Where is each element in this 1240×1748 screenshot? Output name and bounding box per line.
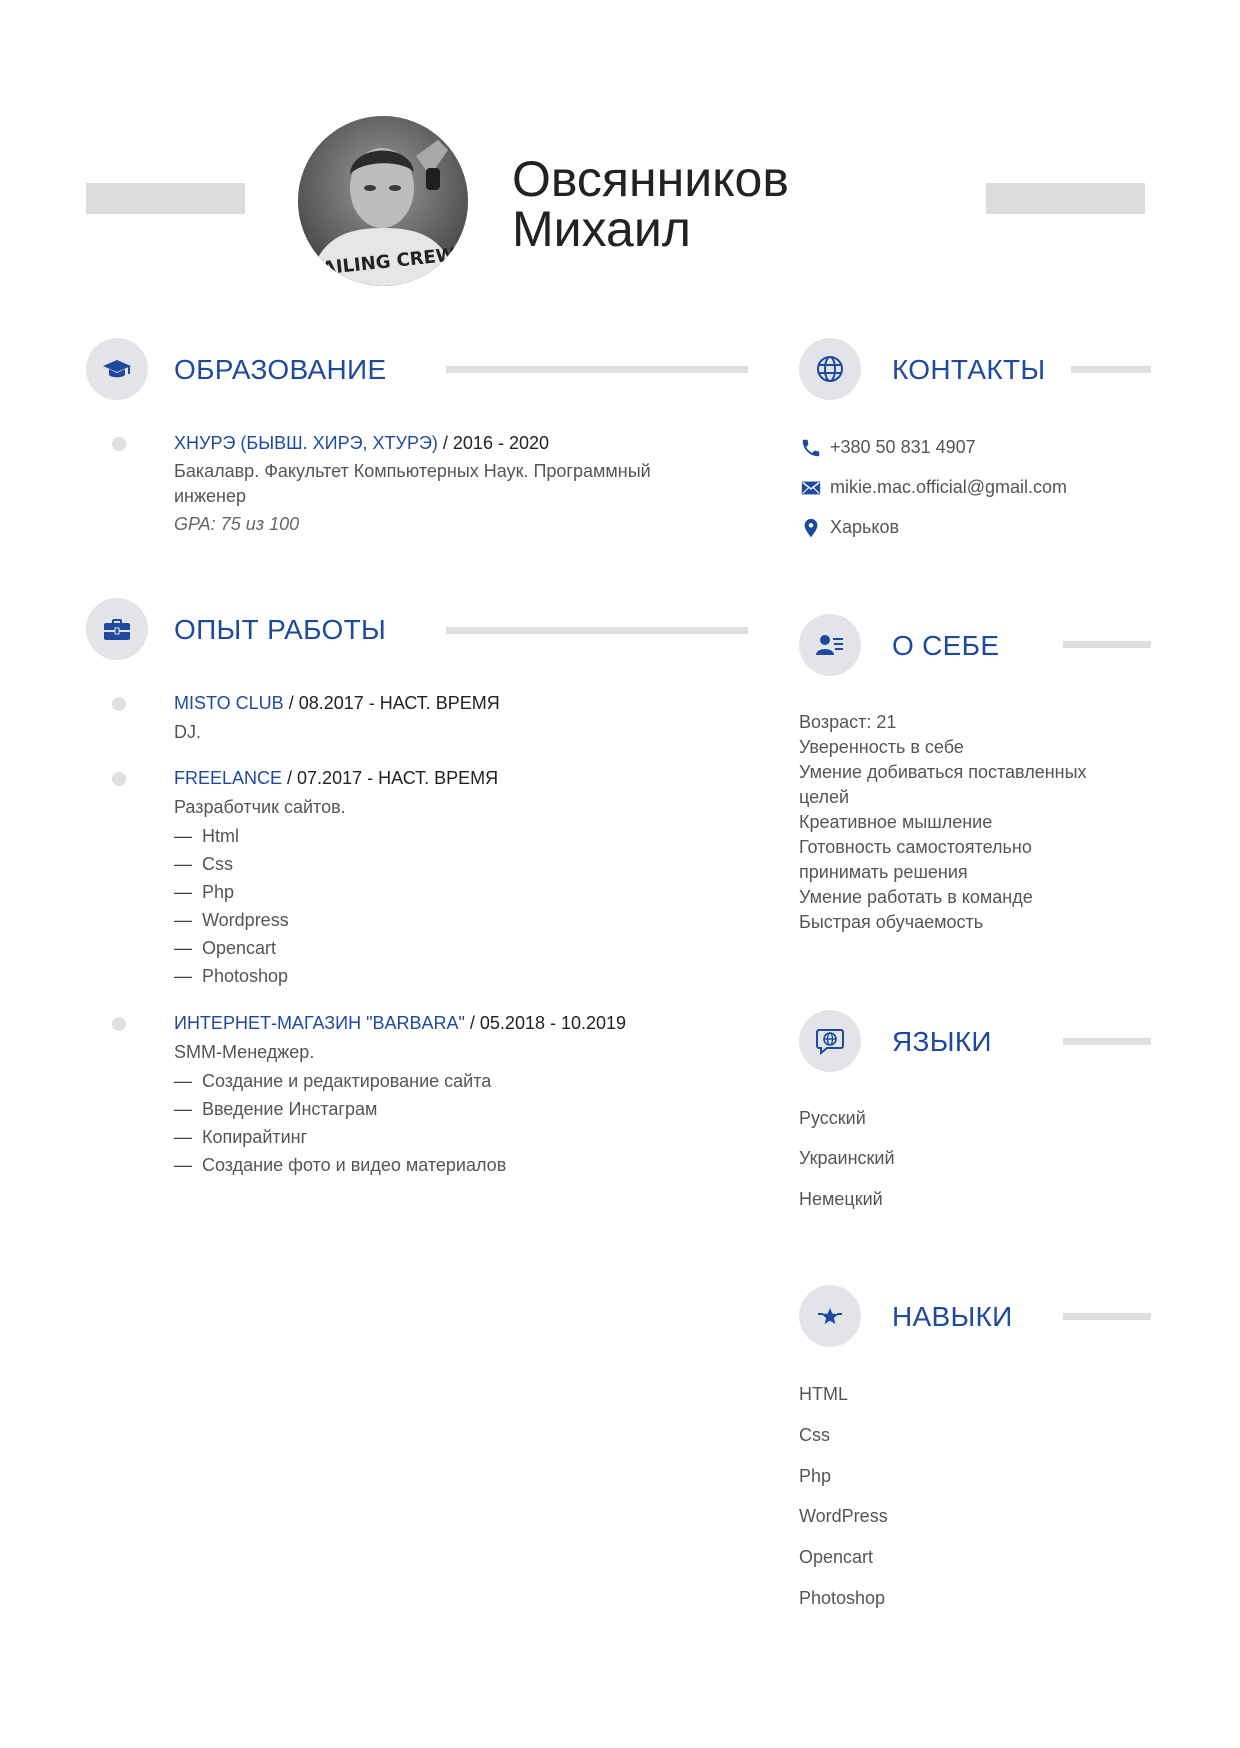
education-org: ХНУРЭ (БЫВШ. ХИРЭ, ХТУРЭ) xyxy=(174,433,438,453)
education-gpa: GPA: 75 из 100 xyxy=(174,514,300,534)
list-item: — Php xyxy=(174,882,235,902)
about-line: Умение добиваться поставленных xyxy=(799,762,1087,782)
about-line: Возраст: 21 xyxy=(799,712,897,732)
language-item: Русский xyxy=(799,1108,866,1128)
experience-org: ИНТЕРНЕТ-МАГАЗИН "BARBARA" xyxy=(174,1013,465,1033)
education-entry-dot xyxy=(112,437,126,451)
briefcase-icon xyxy=(101,613,133,645)
envelope-icon xyxy=(800,477,822,499)
profile-photo xyxy=(298,116,468,286)
skill-item: Opencart xyxy=(799,1547,874,1567)
experience-entry-header xyxy=(174,767,498,789)
experience-icon-badge xyxy=(86,598,148,660)
skill-item: Photoshop xyxy=(799,1588,886,1608)
education-details xyxy=(174,459,734,537)
skill-item: HTML xyxy=(799,1384,848,1404)
contacts-title: КОНТАКТЫ xyxy=(892,354,1046,385)
experience-role: Разработчик сайтов. xyxy=(174,797,346,817)
list-item: — Css xyxy=(174,854,233,874)
about-line: Креативное мышление xyxy=(799,812,993,832)
graduation-cap-icon xyxy=(101,353,133,385)
language-item: Украинский xyxy=(799,1148,895,1168)
experience-org: FREELANCE xyxy=(174,768,283,788)
language-item: Немецкий xyxy=(799,1189,883,1209)
list-item: — Html xyxy=(174,826,239,846)
list-item: — Введение Инстаграм xyxy=(174,1099,378,1119)
experience-period: / 05.2018 - 10.2019 xyxy=(464,1013,627,1033)
phone-icon xyxy=(800,437,822,459)
about-line: принимать решения xyxy=(799,862,968,882)
languages-icon-badge xyxy=(799,1010,861,1072)
experience-role: DJ. xyxy=(174,722,201,742)
list-item: — Создание фото и видео материалов xyxy=(174,1155,507,1175)
about-text xyxy=(799,710,1159,935)
about-divider xyxy=(1063,641,1151,648)
phone-text: +380 50 831 4907 xyxy=(830,437,976,457)
about-line: Готовность самостоятельно xyxy=(799,837,1032,857)
experience-org: MISTO CLUB xyxy=(174,693,284,713)
list-item: — Wordpress xyxy=(174,910,289,930)
email-text: mikie.mac.official@gmail.com xyxy=(830,477,1067,497)
photo-shirt-text: SAILING CREW xyxy=(308,244,457,281)
page-title xyxy=(512,151,789,257)
skills-icon-badge xyxy=(799,1285,861,1347)
header-decor-left xyxy=(86,183,245,214)
skill-item: Php xyxy=(799,1466,832,1486)
experience-entry-header xyxy=(174,692,500,714)
person-card-icon xyxy=(814,629,846,661)
about-line: Уверенность в себе xyxy=(799,737,964,757)
name-line-2: Михаил xyxy=(512,201,691,257)
list-item: — Photoshop xyxy=(174,966,289,986)
education-degree-line-1: Бакалавр. Факультет Компьютерных Наук. Программный xyxy=(174,461,651,481)
education-entry-header xyxy=(174,432,549,454)
education-icon-badge xyxy=(86,338,148,400)
name-line-1: Овсянников xyxy=(512,151,789,207)
skills-divider xyxy=(1063,1313,1151,1320)
experience-entry-dot xyxy=(112,1017,126,1031)
contacts-divider xyxy=(1071,366,1151,373)
education-divider xyxy=(446,366,748,373)
header-decor-right xyxy=(986,183,1145,214)
about-line: целей xyxy=(799,787,850,807)
skill-item: Css xyxy=(799,1425,830,1445)
star-icon xyxy=(814,1300,846,1332)
experience-entry-dot xyxy=(112,697,126,711)
chat-bubble-icon xyxy=(814,1025,846,1057)
experience-entry-dot xyxy=(112,772,126,786)
about-icon-badge xyxy=(799,614,861,676)
city-text: Харьков xyxy=(830,517,900,537)
about-title: О СЕБЕ xyxy=(892,630,1000,661)
experience-title: ОПЫТ РАБОТЫ xyxy=(174,614,387,645)
list-item: — Копирайтинг xyxy=(174,1127,308,1147)
experience-entry-header xyxy=(174,1012,626,1034)
map-pin-icon xyxy=(800,517,822,539)
education-degree-line-2: инженер xyxy=(174,486,247,506)
education-period: / 2016 - 2020 xyxy=(437,433,549,453)
list-item: — Создание и редактирование сайта xyxy=(174,1071,492,1091)
about-line: Умение работать в команде xyxy=(799,887,1033,907)
globe-icon xyxy=(814,353,846,385)
avatar xyxy=(298,116,468,286)
contacts-icon-badge xyxy=(799,338,861,400)
languages-divider xyxy=(1063,1038,1151,1045)
about-line: Быстрая обучаемость xyxy=(799,912,984,932)
experience-period: / 07.2017 - НАСТ. ВРЕМЯ xyxy=(282,768,499,788)
experience-divider xyxy=(446,627,748,634)
skills-title: НАВЫКИ xyxy=(892,1301,1013,1332)
skill-item: WordPress xyxy=(799,1506,888,1526)
list-item: — Opencart xyxy=(174,938,277,958)
experience-period: / 08.2017 - НАСТ. ВРЕМЯ xyxy=(283,693,500,713)
languages-title: ЯЗЫКИ xyxy=(892,1026,992,1057)
education-title: ОБРАЗОВАНИЕ xyxy=(174,354,387,385)
experience-role: SMM-Менеджер. xyxy=(174,1042,315,1062)
